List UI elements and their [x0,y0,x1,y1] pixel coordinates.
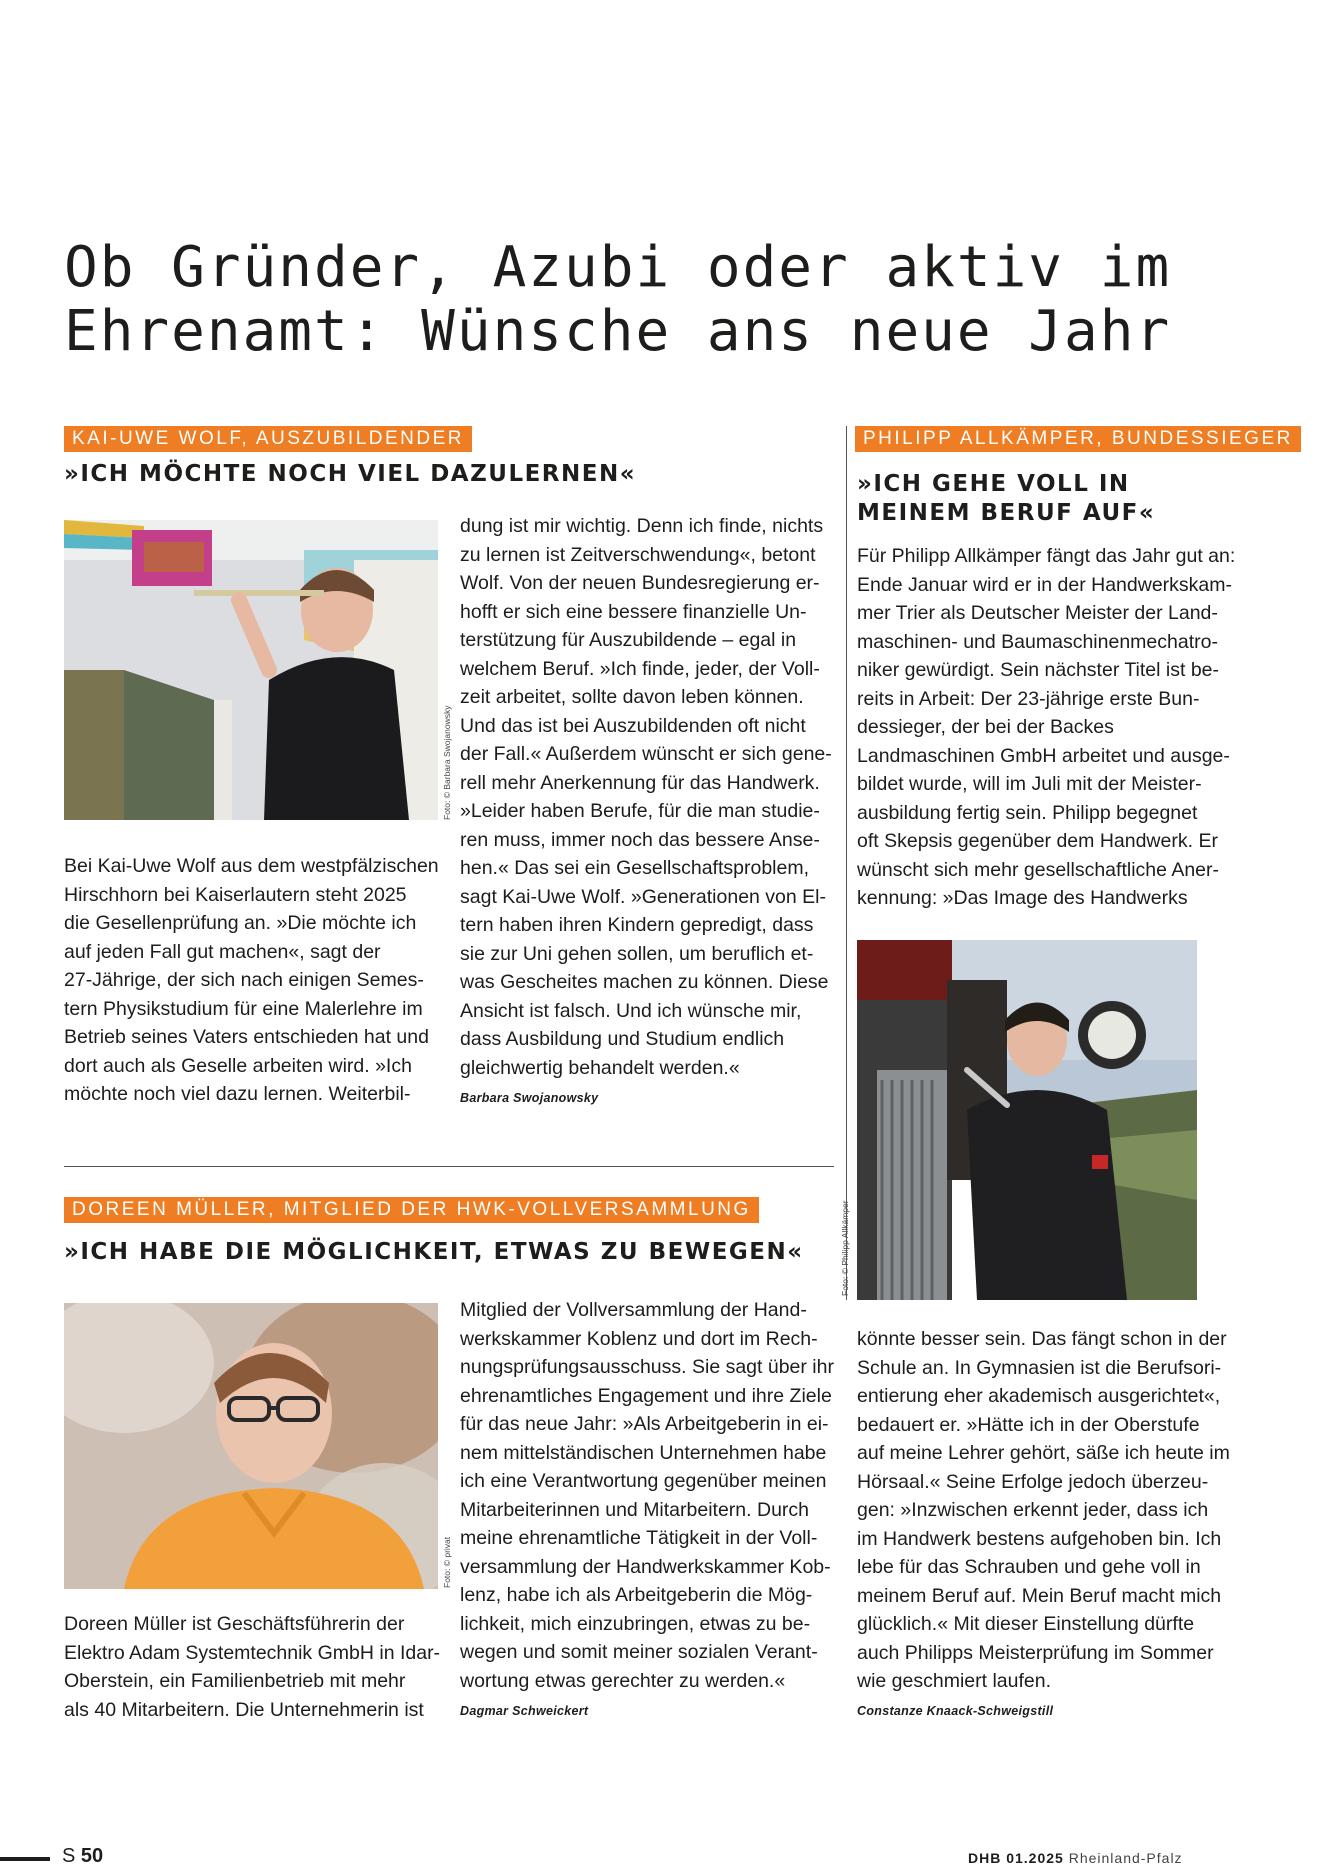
text-line: niker gewürdigt. Sein nächster Titel ist be- [857,659,1220,681]
region-label: Rheinland-Pfalz [1068,1850,1183,1866]
text-line: möchte noch viel dazu lernen. Weiterbil- [64,1083,411,1105]
text-line: dort auch als Geselle arbeiten wird. »Ich [64,1054,412,1077]
text-line: lenz, habe ich als Arbeitgeberin die Mög- [460,1584,813,1606]
text-line: kennung: »Das Image des Handwerks [857,887,1188,909]
text-line: oft Skepsis gegenüber dem Handwerk. Er [857,830,1218,852]
text-line: meinem Beruf auf. Mein Beruf macht mich [857,1584,1222,1607]
article3-author: Dagmar Schweickert [460,1704,589,1718]
text-line: Betrieb seines Vaters entschieden hat und [64,1026,429,1048]
article2-photo [857,940,1197,1300]
text-line: lichkeit, mich einzubringen, etwas zu be- [460,1612,811,1635]
text-line: gen: »Inzwischen erkennt jeder, dass ich [857,1499,1209,1521]
article2-title [857,470,1155,528]
text-line: Hörsaal.« Seine Erfolge jedoch überzeu- [857,1470,1209,1493]
section-divider [64,1166,834,1167]
text-line: sagt Kai-Uwe Wolf. »Generationen von El- [460,885,826,908]
article2-title-line-1: »ICH GEHE VOLL IN [857,471,1130,497]
text-line: Doreen Müller ist Geschäftsführerin der [64,1613,405,1635]
text-line: nem mittelständischen Unternehmen habe [460,1441,827,1464]
article2-column-top [857,542,1257,913]
text-line: »Leider haben Berufe, für die man studie- [460,800,820,822]
article3-title: »ICH HABE DIE MÖGLICHKEIT, ETWAS ZU BEWEGEN« [64,1239,804,1265]
text-line: Für Philipp Allkämper fängt das Jahr gut an: [857,545,1236,567]
text-line: wünscht sich mehr gesellschaftliche Aner- [857,858,1219,881]
article1-title: »ICH MÖCHTE NOCH VIEL DAZULERNEN« [64,461,637,487]
text-line: zu lernen ist Zeitverschwendung«, betont [460,543,816,566]
article3-photo [64,1303,438,1589]
headline-line-1: Ob Gründer, Azubi oder aktiv im [64,235,1172,300]
text-line: bedauert er. »Hätte ich in der Oberstufe [857,1413,1200,1436]
text-line: auf jeden Fall gut machen«, sagt der [64,940,381,963]
text-line: die Gesellenprüfung an. »Die möchte ich [64,912,417,934]
text-line: welchem Beruf. »Ich finde, jeder, der Voll- [460,657,820,680]
footer-issue [968,1850,1183,1866]
text-line: glücklich.« Mit dieser Einstellung dürfte [857,1613,1195,1635]
text-line: Schule an. In Gymnasien ist die Berufsori- [857,1356,1222,1379]
text-line: hofft er sich eine bessere finanzielle Un- [460,600,807,623]
article2-column-bottom [857,1325,1257,1696]
text-line: als 40 Mitarbeitern. Die Unternehmerin ist [64,1698,424,1721]
text-line: Elektro Adam Systemtechnik GmbH in Idar- [64,1641,441,1664]
text-line: dung ist mir wichtig. Denn ich finde, nichts [460,515,824,537]
text-line: reits in Arbeit: Der 23-jährige erste Bun- [857,687,1200,710]
text-line: mer Trier als Deutscher Meister der Land- [857,602,1218,624]
article1-photo-credit: Foto: © Barbara Swojanowsky [442,705,452,820]
article3-column-1 [64,1610,444,1724]
text-line: wie geschmiert laufen. [857,1670,1052,1692]
text-line: Oberstein, ein Familienbetrieb mit mehr [64,1670,406,1692]
text-line: der Fall.« Außerdem wünscht er sich gene- [460,743,832,765]
text-line: wegen und somit meiner sozialen Verant- [460,1641,818,1663]
page-number-value: 50 [80,1845,104,1867]
text-line: maschinen- und Baumaschinenmechatro- [857,630,1218,653]
text-line: gleichwertig behandelt werden.« [460,1056,740,1079]
article3-tag: DOREEN MÜLLER, MITGLIED DER HWK-VOLLVERSAMMLUNG [64,1197,759,1223]
article2-author: Constanze Knaack-Schweigstill [857,1704,1054,1718]
column-divider [846,426,847,1300]
text-line: im Handwerk bestens aufgehoben bin. Ich [857,1527,1222,1550]
text-line: nungsprüfungsausschuss. Sie sagt über ihr [460,1356,834,1378]
headline-line-2: Ehrenamt: Wünsche ans neue Jahr [64,299,1172,364]
text-line: ich eine Verantwortung gegenüber meinen [460,1470,827,1492]
text-line: dessieger, der bei der Backes [857,716,1114,738]
text-line: entierung eher akademisch ausgerichtet«, [857,1385,1221,1407]
text-line: tern haben ihren Kindern gepredigt, dass [460,914,814,936]
text-line: zeit arbeitet, sollte davon leben können. [460,686,804,708]
text-line: Ende Januar wird er in der Handwerkskam- [857,573,1232,596]
article1-column-1 [64,852,444,1109]
text-line: meine ehrenamtliche Tätigkeit in der Voll- [460,1527,818,1549]
article1-photo [64,520,438,820]
text-line: was Gescheites machen zu können. Diese [460,971,829,993]
article2-photo-credit: Foto: © Philipp Allkämper [840,1200,850,1296]
text-line: rell mehr Anerkennung für das Handwerk. [460,771,820,794]
page-prefix: S [62,1845,76,1867]
text-line: könnte besser sein. Das fängt schon in der [857,1328,1227,1350]
text-line: bildet wurde, will im Juli mit der Meister- [857,773,1202,795]
article3-photo-credit: Foto: © privat [442,1536,452,1588]
text-line: Ansicht ist falsch. Und ich wünsche mir, [460,999,802,1022]
text-line: ren muss, immer noch das bessere Anse- [460,828,820,851]
footer-bar [0,1857,50,1861]
text-line: ausbildung fertig sein. Philipp begegnet [857,801,1198,824]
article2-tag: PHILIPP ALLKÄMPER, BUNDESSIEGER [855,426,1301,452]
text-line: terstützung für Auszubildende – egal in [460,629,797,651]
article1-tag: KAI-UWE WOLF, AUSZUBILDENDER [64,426,472,452]
text-line: wortung etwas gerechter zu werden.« [460,1669,786,1692]
text-line: sie zur Uni gehen sollen, um beruflich et- [460,942,814,965]
text-line: dass Ausbildung und Studium endlich [460,1028,785,1050]
text-line: hen.« Das sei ein Gesellschaftsproblem, [460,857,810,879]
text-line: werkskammer Koblenz und dort im Rech- [460,1327,818,1350]
text-line: Bei Kai-Uwe Wolf aus dem westpfälzischen [64,855,439,877]
article3-column-2 [460,1296,840,1695]
text-line: lebe für das Schrauben und gehe voll in [857,1556,1201,1578]
text-line: Und das ist bei Auszubildenden oft nicht [460,714,806,737]
text-line: Hirschhorn bei Kaiserlautern steht 2025 [64,883,407,906]
page-number [62,1845,103,1868]
text-line: Mitarbeiterinnen und Mitarbeitern. Durch [460,1498,810,1521]
text-line: auch Philipps Meisterprüfung im Sommer [857,1641,1214,1664]
article1-author: Barbara Swojanowsky [460,1091,599,1105]
text-line: versammlung der Handwerkskammer Kob- [460,1555,831,1578]
page-headline [64,236,1264,364]
text-line: Landmaschinen GmbH arbeitet und ausge- [857,744,1230,767]
text-line: für das neue Jahr: »Als Arbeitgeberin in ei- [460,1413,829,1435]
text-line: tern Physikstudium für eine Malerlehre im [64,997,423,1020]
text-line: auf meine Lehrer gehört, säße ich heute im [857,1442,1230,1464]
text-line: Mitglied der Vollversammlung der Hand- [460,1299,807,1321]
text-line: Wolf. Von der neuen Bundesregierung er- [460,572,820,594]
text-line: 27-Jährige, der sich nach einigen Semes- [64,969,424,991]
article1-column-2 [460,512,840,1082]
article2-title-line-2: MEINEM BERUF AUF« [857,500,1156,526]
issue-label: DHB 01.2025 [968,1850,1064,1866]
text-line: ehrenamtliches Engagement und ihre Ziele [460,1384,832,1407]
